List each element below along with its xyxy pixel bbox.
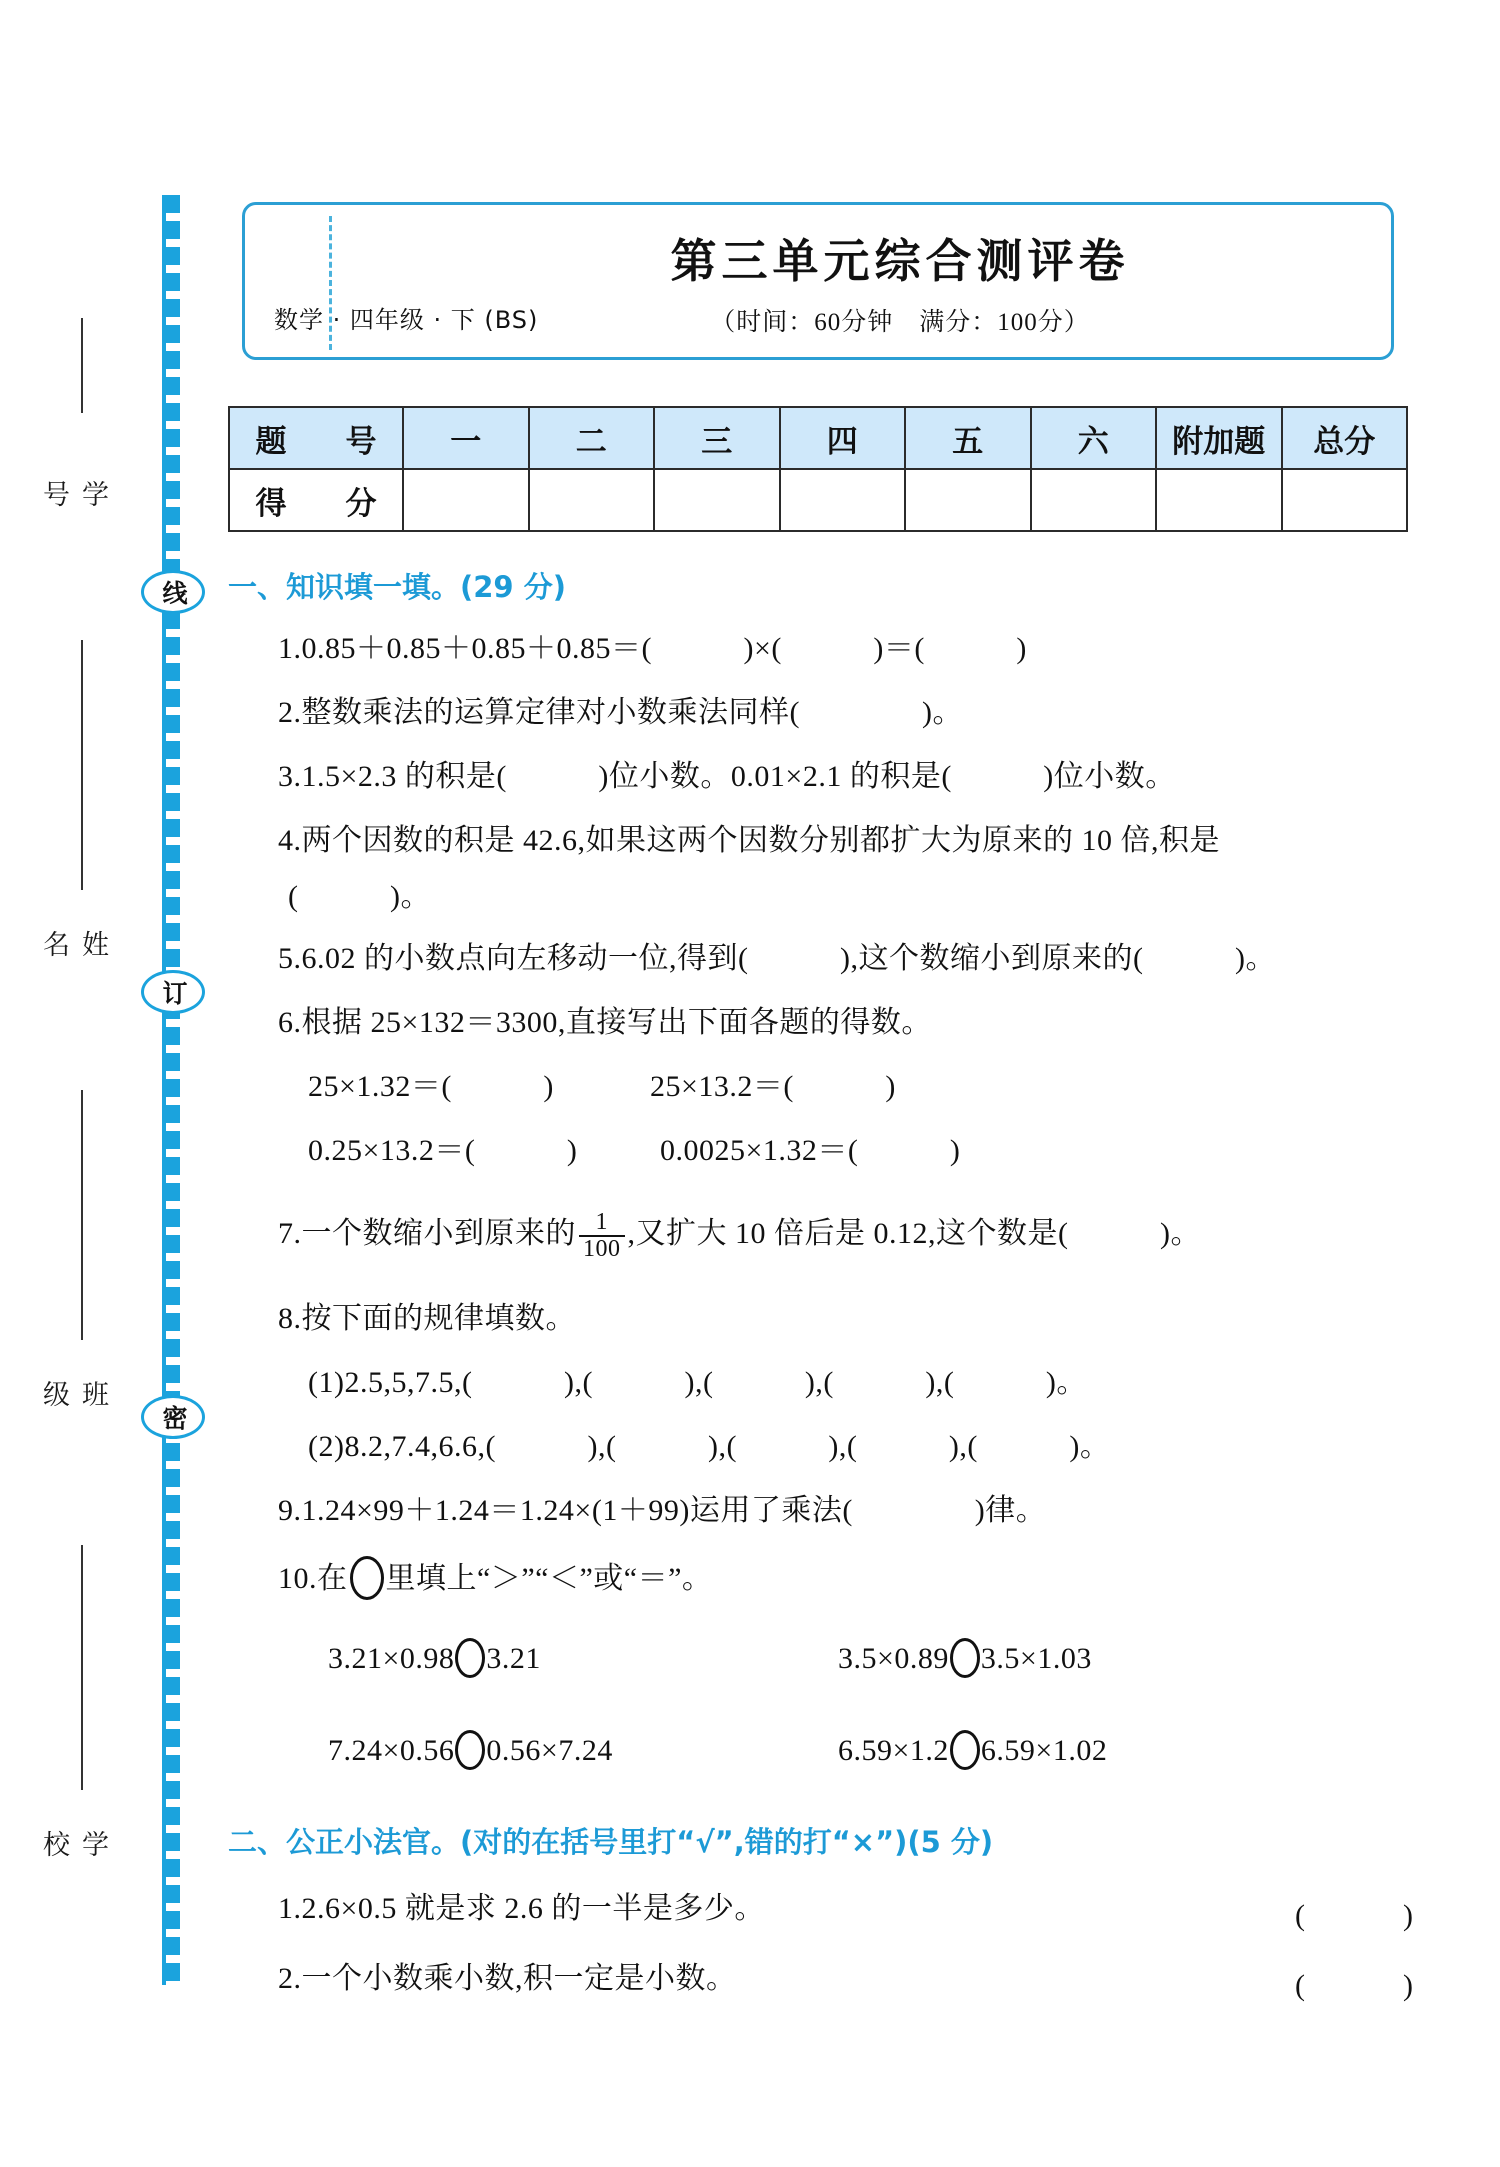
side-rule-4 bbox=[81, 1545, 83, 1790]
score-col-1: 一 bbox=[403, 407, 529, 469]
compare-expr-right-3: 0.56×7.24 bbox=[486, 1734, 613, 1767]
side-rule-1 bbox=[81, 318, 83, 413]
question-10-prefix: 10.在 bbox=[278, 1562, 348, 1595]
score-col-4: 四 bbox=[780, 407, 906, 469]
compare-expr-right-1: 3.21 bbox=[486, 1642, 541, 1675]
score-col-5: 五 bbox=[905, 407, 1031, 469]
section2-answer-box-1[interactable]: ( ) bbox=[1295, 1899, 1415, 1932]
table-row-question-numbers bbox=[229, 407, 1407, 469]
side-field-name: 姓 名 bbox=[38, 930, 108, 973]
section2-answer-box-2[interactable]: ( ) bbox=[1295, 1969, 1415, 2002]
compare-expr-left-4: 6.59×1.2 bbox=[838, 1734, 949, 1767]
compare-expr-right-4: 6.59×1.02 bbox=[980, 1734, 1108, 1767]
question-1: 1.0.85＋0.85＋0.85＋0.85＝( )×( )＝( ) bbox=[278, 632, 1027, 665]
comparison-circle-icon[interactable] bbox=[950, 1730, 980, 1770]
question-4-line1: 4.两个因数的积是 42.6,如果这两个因数分别都扩大为原来的 10 倍,积是 bbox=[278, 824, 1220, 857]
compare-expr-left-1: 3.21×0.98 bbox=[328, 1642, 455, 1675]
table-row-scores bbox=[229, 469, 1407, 531]
side-rule-3 bbox=[81, 1090, 83, 1340]
score-cell-3[interactable] bbox=[654, 469, 780, 531]
question-5: 5.6.02 的小数点向左移动一位,得到( ),这个数缩小到原来的( )。 bbox=[278, 942, 1276, 975]
score-cell-6[interactable] bbox=[1031, 469, 1157, 531]
side-rule-2 bbox=[81, 640, 83, 890]
question-3: 3.1.5×2.3 的积是( )位小数。0.01×2.1 的积是( )位小数。 bbox=[278, 760, 1176, 793]
score-col-bonus: 附加题 bbox=[1156, 407, 1282, 469]
score-cell-bonus[interactable] bbox=[1156, 469, 1282, 531]
header-subject: 数学 · 四年级 · 下 (BS) bbox=[274, 306, 539, 334]
seal-char-mi: 密 bbox=[141, 1395, 205, 1439]
question-2: 2.整数乘法的运算定律对小数乘法同样( )。 bbox=[278, 696, 963, 729]
compare-expr-right-2: 3.5×1.03 bbox=[980, 1642, 1092, 1675]
comparison-circle-icon[interactable] bbox=[455, 1638, 485, 1678]
side-field-class: 班 级 bbox=[38, 1380, 108, 1423]
question-6d: 0.0025×1.32＝( ) bbox=[660, 1134, 961, 1167]
compare-row-1-left bbox=[328, 1638, 541, 1678]
compare-row-1-right bbox=[838, 1638, 1092, 1678]
side-field-student-number: 学 号 bbox=[38, 480, 108, 523]
question-10 bbox=[278, 1556, 712, 1600]
question-8-1: (1)2.5,5,7.5,( ),( ),( ),( ),( )。 bbox=[308, 1366, 1087, 1399]
fraction-one-hundredth bbox=[579, 1210, 625, 1262]
fraction-denominator: 100 bbox=[583, 1236, 621, 1263]
question-6: 6.根据 25×132＝3300,直接写出下面各题的得数。 bbox=[278, 1006, 932, 1039]
question-7-suffix: ,又扩大 10 倍后是 0.12,这个数是( )。 bbox=[627, 1217, 1201, 1250]
score-cell-5[interactable] bbox=[905, 469, 1031, 531]
comparison-circle-icon[interactable] bbox=[950, 1638, 980, 1678]
comparison-circle-icon[interactable] bbox=[350, 1556, 384, 1600]
seal-char-ding: 订 bbox=[141, 970, 205, 1014]
question-4-line2: ( )。 bbox=[288, 880, 431, 913]
side-field-school: 学 校 bbox=[38, 1830, 108, 1873]
compare-row-2-right bbox=[838, 1730, 1107, 1770]
question-8: 8.按下面的规律填数。 bbox=[278, 1302, 576, 1335]
comparison-circle-icon[interactable] bbox=[455, 1730, 485, 1770]
score-cell-2[interactable] bbox=[529, 469, 655, 531]
score-table-row-label-0: 题 号 bbox=[229, 407, 403, 469]
question-6a: 25×1.32＝( ) bbox=[308, 1070, 554, 1103]
score-col-total: 总分 bbox=[1282, 407, 1408, 469]
question-8-2: (2)8.2,7.4,6.6,( ),( ),( ),( ),( )。 bbox=[308, 1430, 1111, 1463]
compare-expr-left-2: 3.5×0.89 bbox=[838, 1642, 949, 1675]
score-col-2: 二 bbox=[529, 407, 655, 469]
question-6c: 0.25×13.2＝( ) bbox=[308, 1134, 578, 1167]
compare-expr-left-3: 7.24×0.56 bbox=[328, 1734, 455, 1767]
seal-char-xian: 线 bbox=[141, 570, 205, 614]
section-heading-two: 二、公正小法官。(对的在括号里打“√”,错的打“×”)(5 分) bbox=[228, 1825, 994, 1859]
question-10-suffix: 里填上“＞”“＜”或“＝”。 bbox=[385, 1562, 713, 1595]
section2-question-1: 1.2.6×0.5 就是求 2.6 的一半是多少。 bbox=[278, 1892, 765, 1925]
question-9: 9.1.24×99＋1.24＝1.24×(1＋99)运用了乘法( )律。 bbox=[278, 1494, 1047, 1527]
score-cell-total[interactable] bbox=[1282, 469, 1408, 531]
page-title: 第三单元综合测评卷 bbox=[670, 234, 1130, 288]
fraction-numerator: 1 bbox=[579, 1210, 625, 1237]
score-cell-4[interactable] bbox=[780, 469, 906, 531]
score-col-6: 六 bbox=[1031, 407, 1157, 469]
section-heading-one: 一、知识填一填。(29 分) bbox=[228, 570, 566, 604]
score-table-row-label-1: 得 分 bbox=[229, 469, 403, 531]
score-cell-1[interactable] bbox=[403, 469, 529, 531]
header-meta: （时间：60分钟 满分：100分） bbox=[710, 309, 1090, 336]
score-table bbox=[228, 406, 1408, 532]
score-col-3: 三 bbox=[654, 407, 780, 469]
seal-line-dashed bbox=[166, 195, 180, 1985]
question-7 bbox=[278, 1210, 1201, 1262]
compare-row-2-left bbox=[328, 1730, 613, 1770]
seal-sidebar bbox=[0, 0, 188, 2167]
question-6b: 25×13.2＝( ) bbox=[650, 1070, 896, 1103]
section2-question-2: 2.一个小数乘小数,积一定是小数。 bbox=[278, 1962, 737, 1995]
question-7-prefix: 7.一个数缩小到原来的 bbox=[278, 1217, 576, 1250]
